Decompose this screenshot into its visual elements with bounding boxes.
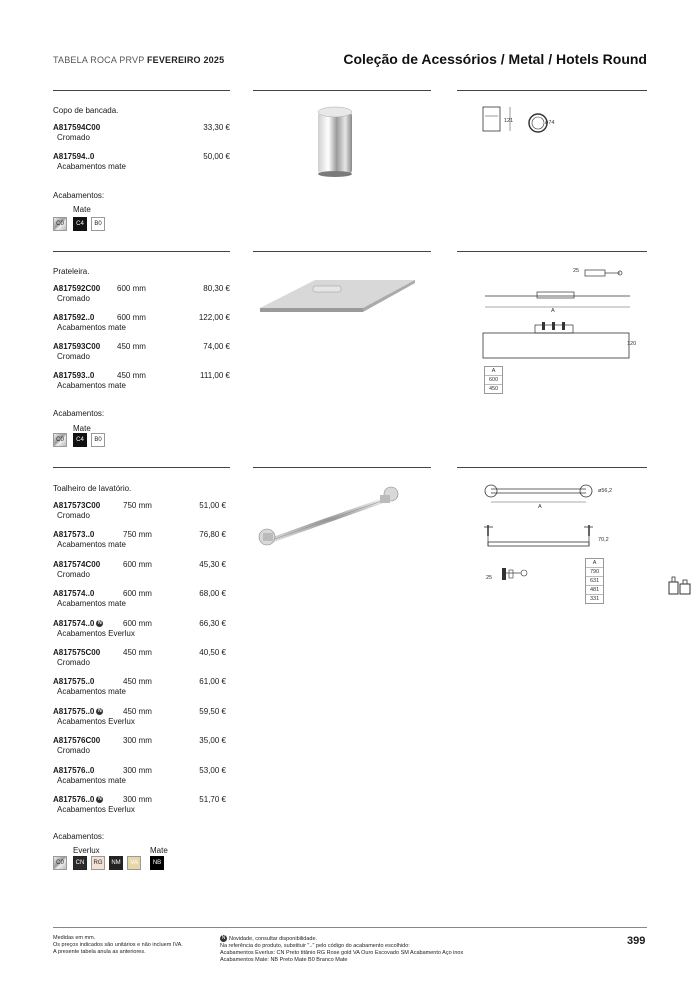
dim-projection: 70,2 [598,537,609,543]
swatch-b0: B0 [91,433,105,447]
product-code: A817594..0 [53,152,95,161]
mate-label: Mate [150,846,168,855]
product-code [53,707,103,716]
product-finish: Acabamentos mate [57,323,126,332]
footer-line: Acabamentos Everlux: CN Preto titânio RG Rose gold VA Ouro Escovado SM Acabamento Aço inox [220,949,464,956]
dim-height: 120 [627,341,637,347]
product-finish: Acabamentos mate [57,162,126,171]
swatch-c0: C0 [53,856,67,870]
product-finish: Acabamentos Everlux [57,717,135,726]
product-code [53,795,103,804]
product-price: 45,30 € [199,560,226,569]
product-code: A817593C00 [53,342,101,351]
product-finish: Acabamentos mate [57,687,126,696]
mate-label: Mate [73,205,91,214]
product-size: 300 mm [123,736,152,745]
dim-a: A [551,308,555,314]
product-size: 600 mm [123,589,152,598]
length-table-cell: 481 [586,585,603,594]
swatch-nm: NM [109,856,123,870]
product-finish: Acabamentos Everlux [57,805,135,814]
length-table-cell: 450 [485,384,502,393]
product-price: 68,00 € [199,589,226,598]
length-table-header: A [592,560,597,566]
swatch-c4: C4 [73,433,87,447]
footer-line: Os preços indicados são unitários e não incluem IVA. [53,942,183,948]
product-size: 300 mm [123,766,152,775]
product-price: 80,30 € [203,284,230,293]
product-finish: Acabamentos mate [57,381,126,390]
product-size: 600 mm [123,619,152,628]
product-size: 450 mm [117,342,146,351]
product-finish: Cromado [57,658,90,667]
shelf-product-image [255,268,425,333]
length-table-cell: 790 [586,567,603,576]
finishes-label: Acabamentos: [53,832,105,841]
rule [253,251,431,252]
product-finish: Cromado [57,746,90,755]
product-price: 66,30 € [199,619,226,628]
swatch-c4: C4 [73,217,87,231]
rule [53,90,230,91]
page-number: 399 [627,935,646,947]
length-table-cell: 331 [586,594,603,603]
product-finish: Cromado [57,294,90,303]
section-title: Copo de bancada. [53,106,119,115]
product-size: 450 mm [123,648,152,657]
product-code-text: A817576..0 [53,795,95,804]
footer-notes [220,935,463,964]
section-title: Prateleira. [53,267,90,276]
product-price: 50,00 € [203,152,230,161]
header-left-date: FEVEREIRO 2025 [146,55,225,65]
product-code [53,501,100,510]
product-price: 74,00 € [203,342,230,351]
product-code: A817592..0 [53,313,95,322]
product-code-text: A817573C00 [53,501,101,510]
footer-line: A presente tabela anula as anteriores. [53,949,146,955]
rule [53,251,230,252]
rule [457,467,647,468]
swatch-va: VA [127,856,141,870]
header-left-prefix: TABELA ROCA PRVP [53,55,145,65]
footer-left [53,935,183,956]
page-title: Coleção de Acessórios / Metal / Hotels Round [343,51,647,67]
product-code [53,530,94,539]
rule [253,467,431,468]
product-price: 33,30 € [203,123,230,132]
product-price: 122,00 € [198,313,230,322]
product-code [53,766,94,775]
swatch-c0: C0 [53,433,67,447]
length-table [484,366,503,394]
product-code-text: A817575C00 [53,648,101,657]
length-table-cell: 600 [485,375,502,384]
product-price: 61,00 € [199,677,226,686]
product-code-text: A817575..0 [53,677,95,686]
swatch-c0: C0 [53,217,67,231]
product-code-text: A817574C00 [53,560,101,569]
footer-rule [53,927,647,928]
dim-height: 121 [504,118,514,124]
product-finish: Cromado [57,570,90,579]
shelf-tech-drawing [480,263,640,363]
product-price: 111,00 € [200,371,230,380]
product-code-text: A817576C00 [53,736,101,745]
product-size: 600 mm [117,313,146,322]
product-size: 450 mm [123,677,152,686]
cup-tech-drawing [480,104,590,139]
product-code-text: A817576..0 [53,766,95,775]
footer-line: Acabamentos Mate: NB Preto Mate B0 Branco Mate [220,956,348,963]
new-badge-icon: N [98,708,102,715]
rule [457,251,647,252]
header-left [53,55,224,65]
rule [253,90,431,91]
product-code: A817593..0 [53,371,95,380]
length-table [585,558,604,604]
product-finish: Cromado [57,511,90,520]
footer-note: Novidade, consultar disponibilidade. [229,935,318,942]
swatch-nb: NB [150,856,164,870]
everlux-label: Everlux [73,846,100,855]
product-code [53,619,103,628]
footer-line: Medidas em mm. [53,935,96,941]
product-size: 600 mm [123,560,152,569]
new-badge-icon: N [98,796,102,803]
product-finish: Acabamentos Everlux [57,629,135,638]
product-size: 750 mm [123,530,152,539]
product-price: 40,50 € [199,648,226,657]
product-code-text: A817574..0 [53,589,95,598]
dim-diameter: ø74 [545,120,555,126]
towel-rail-tech-drawing [476,480,636,610]
product-code: A817594C00 [53,123,101,132]
product-code [53,736,100,745]
product-code [53,589,94,598]
mate-label: Mate [73,424,91,433]
new-badge-icon: N [98,620,102,627]
product-size: 450 mm [117,371,146,380]
finishes-label: Acabamentos: [53,191,105,200]
product-price: 59,50 € [199,707,226,716]
dim-a: A [538,504,542,510]
cup-product-image [305,100,365,185]
product-price: 51,00 € [199,501,226,510]
product-finish: Cromado [57,133,90,142]
product-size: 750 mm [123,501,152,510]
dim-depth: 25 [486,575,493,581]
dim-depth: 25 [573,268,580,274]
towel-rail-product-image [255,485,425,555]
product-code-text: A817575..0 [53,707,95,716]
product-size: 600 mm [117,284,146,293]
product-price: 35,00 € [199,736,226,745]
product-code-text: A817574..0 [53,619,95,628]
product-finish: Acabamentos mate [57,599,126,608]
product-code [53,648,100,657]
product-finish: Cromado [57,352,90,361]
product-price: 51,70 € [199,795,226,804]
new-badge-icon: N [221,935,226,941]
footer-line: Na referência do produto, substituir ".." pelo código do acabamento escolhido: [220,942,410,949]
swatch-b0: B0 [91,217,105,231]
product-size: 300 mm [123,795,152,804]
footer-line [220,935,463,943]
rule [53,467,230,468]
bathroom-accessory-icon [666,574,694,596]
product-code-text: A817573..0 [53,530,95,539]
swatch-rg: RG [91,856,105,870]
product-code [53,677,94,686]
product-size: 450 mm [123,707,152,716]
length-table-header: A [491,368,496,374]
dim-diameter: ø56,2 [598,488,613,494]
rule [457,90,647,91]
product-price: 53,00 € [199,766,226,775]
product-price: 76,80 € [199,530,226,539]
length-table-cell: 631 [586,576,603,585]
product-finish: Acabamentos mate [57,776,126,785]
swatch-cn: CN [73,856,87,870]
product-code [53,560,100,569]
finishes-label: Acabamentos: [53,409,105,418]
product-code: A817592C00 [53,284,101,293]
section-title: Toalheiro de lavatório. [53,484,132,493]
product-finish: Acabamentos mate [57,540,126,549]
